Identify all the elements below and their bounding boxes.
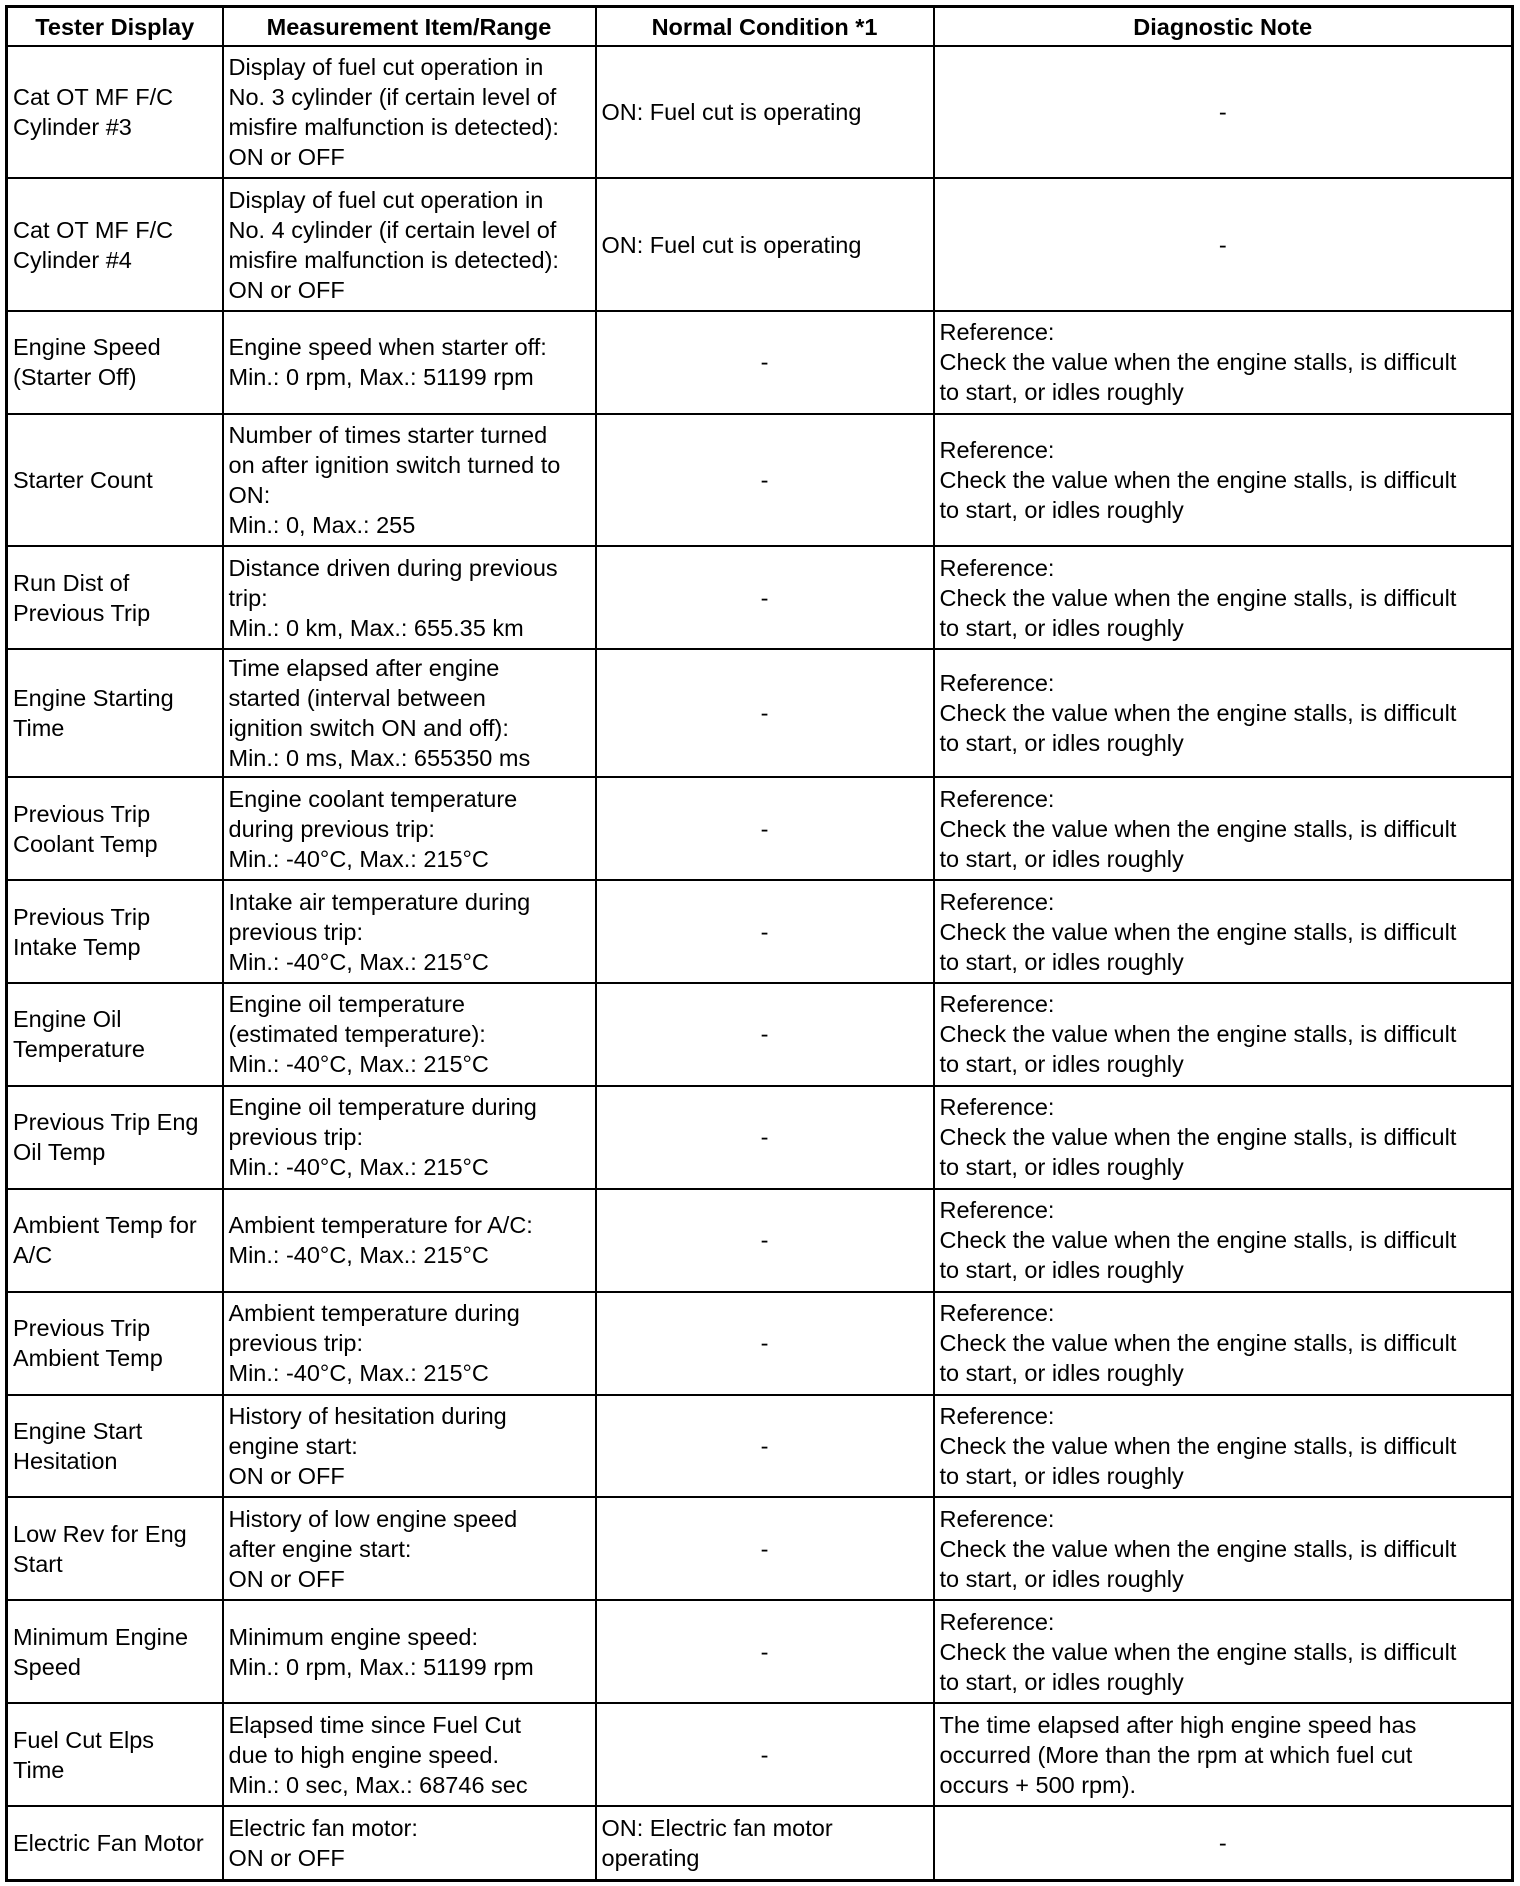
cell-tester-display: Ambient Temp for A/C: [7, 1189, 223, 1292]
cell-measurement-item: Intake air temperature during previous trip: Min.: -40°C, Max.: 215°C: [223, 880, 596, 983]
table-row: [7, 311, 1513, 414]
cell-measurement-item: Elapsed time since Fuel Cut due to high engine speed. Min.: 0 sec, Max.: 68746 sec: [223, 1703, 596, 1806]
cell-tester-display: Engine Oil Temperature: [7, 983, 223, 1086]
cell-normal-condition: -: [596, 311, 934, 414]
cell-measurement-item: Electric fan motor: ON or OFF: [223, 1806, 596, 1880]
table-row: [7, 983, 1513, 1086]
table-row: [7, 414, 1513, 546]
header-normal-condition: Normal Condition *1: [596, 7, 934, 47]
cell-tester-display: Fuel Cut Elps Time: [7, 1703, 223, 1806]
table-row: [7, 649, 1513, 777]
cell-measurement-item: History of low engine speed after engine start: ON or OFF: [223, 1497, 596, 1600]
cell-diagnostic-note: Reference: Check the value when the engine stalls, is difficult to start, or idles roughly: [934, 1395, 1513, 1498]
cell-normal-condition: -: [596, 880, 934, 983]
cell-tester-display: Previous Trip Coolant Temp: [7, 777, 223, 880]
table-row: [7, 546, 1513, 649]
table-row: [7, 1292, 1513, 1395]
cell-diagnostic-note: -: [934, 178, 1513, 310]
table-row: [7, 1189, 1513, 1292]
cell-measurement-item: Display of fuel cut operation in No. 3 cylinder (if certain level of misfire malfunction is detected): ON or OFF: [223, 46, 596, 178]
cell-tester-display: Cat OT MF F/C Cylinder #4: [7, 178, 223, 310]
cell-normal-condition: -: [596, 1600, 934, 1703]
cell-diagnostic-note: -: [934, 1806, 1513, 1880]
table-row: [7, 1600, 1513, 1703]
cell-tester-display: Starter Count: [7, 414, 223, 546]
cell-normal-condition: -: [596, 1189, 934, 1292]
cell-measurement-item: Time elapsed after engine started (interval between ignition switch ON and off): Min.: 0 ms, Max.: 655350 ms: [223, 649, 596, 777]
cell-diagnostic-note: Reference: Check the value when the engine stalls, is difficult to start, or idles roughly: [934, 1600, 1513, 1703]
data-list-table: [5, 5, 1514, 1882]
cell-tester-display: Previous Trip Intake Temp: [7, 880, 223, 983]
table-row: [7, 46, 1513, 178]
cell-normal-condition: ON: Electric fan motor operating: [596, 1806, 934, 1880]
cell-tester-display: Engine Start Hesitation: [7, 1395, 223, 1498]
table-row: [7, 1395, 1513, 1498]
cell-diagnostic-note: Reference: Check the value when the engine stalls, is difficult to start, or idles roughly: [934, 1292, 1513, 1395]
cell-measurement-item: Ambient temperature during previous trip: Min.: -40°C, Max.: 215°C: [223, 1292, 596, 1395]
cell-measurement-item: Distance driven during previous trip: Min.: 0 km, Max.: 655.35 km: [223, 546, 596, 649]
document-page: [5, 5, 1511, 1882]
cell-normal-condition: -: [596, 649, 934, 777]
cell-diagnostic-note: Reference: Check the value when the engine stalls, is difficult to start, or idles roughly: [934, 1497, 1513, 1600]
cell-measurement-item: Display of fuel cut operation in No. 4 cylinder (if certain level of misfire malfunction is detected): ON or OFF: [223, 178, 596, 310]
cell-measurement-item: Minimum engine speed: Min.: 0 rpm, Max.: 51199 rpm: [223, 1600, 596, 1703]
cell-diagnostic-note: Reference: Check the value when the engine stalls, is difficult to start, or idles roughly: [934, 777, 1513, 880]
table-row: [7, 1497, 1513, 1600]
header-measurement-item: Measurement Item/Range: [223, 7, 596, 47]
table-row: [7, 1086, 1513, 1189]
table-header-row: [7, 7, 1513, 47]
cell-normal-condition: -: [596, 1497, 934, 1600]
cell-diagnostic-note: Reference: Check the value when the engine stalls, is difficult to start, or idles roughly: [934, 311, 1513, 414]
cell-normal-condition: -: [596, 777, 934, 880]
cell-diagnostic-note: Reference: Check the value when the engine stalls, is difficult to start, or idles roughly: [934, 983, 1513, 1086]
cell-normal-condition: -: [596, 414, 934, 546]
cell-diagnostic-note: Reference: Check the value when the engine stalls, is difficult to start, or idles roughly: [934, 1189, 1513, 1292]
cell-diagnostic-note: Reference: Check the value when the engine stalls, is difficult to start, or idles roughly: [934, 414, 1513, 546]
cell-normal-condition: -: [596, 1395, 934, 1498]
cell-diagnostic-note: Reference: Check the value when the engine stalls, is difficult to start, or idles roughly: [934, 649, 1513, 777]
cell-normal-condition: -: [596, 983, 934, 1086]
table-row: [7, 1703, 1513, 1806]
cell-diagnostic-note: Reference: Check the value when the engine stalls, is difficult to start, or idles roughly: [934, 880, 1513, 983]
cell-normal-condition: -: [596, 1292, 934, 1395]
cell-normal-condition: -: [596, 1086, 934, 1189]
table-row: [7, 178, 1513, 310]
cell-diagnostic-note: Reference: Check the value when the engine stalls, is difficult to start, or idles roughly: [934, 546, 1513, 649]
cell-diagnostic-note: -: [934, 46, 1513, 178]
header-diagnostic-note: Diagnostic Note: [934, 7, 1513, 47]
cell-tester-display: Electric Fan Motor: [7, 1806, 223, 1880]
cell-measurement-item: Engine oil temperature during previous trip: Min.: -40°C, Max.: 215°C: [223, 1086, 596, 1189]
cell-tester-display: Engine Starting Time: [7, 649, 223, 777]
cell-normal-condition: ON: Fuel cut is operating: [596, 178, 934, 310]
table-row: [7, 1806, 1513, 1880]
header-tester-display: Tester Display: [7, 7, 223, 47]
cell-measurement-item: Ambient temperature for A/C: Min.: -40°C, Max.: 215°C: [223, 1189, 596, 1292]
cell-measurement-item: History of hesitation during engine start: ON or OFF: [223, 1395, 596, 1498]
cell-tester-display: Cat OT MF F/C Cylinder #3: [7, 46, 223, 178]
cell-measurement-item: Engine speed when starter off: Min.: 0 rpm, Max.: 51199 rpm: [223, 311, 596, 414]
table-row: [7, 880, 1513, 983]
cell-tester-display: Previous Trip Eng Oil Temp: [7, 1086, 223, 1189]
cell-diagnostic-note: The time elapsed after high engine speed has occurred (More than the rpm at which fuel cut occurs + 500 rpm).: [934, 1703, 1513, 1806]
cell-normal-condition: -: [596, 1703, 934, 1806]
cell-normal-condition: -: [596, 546, 934, 649]
cell-tester-display: Run Dist of Previous Trip: [7, 546, 223, 649]
cell-tester-display: Previous Trip Ambient Temp: [7, 1292, 223, 1395]
cell-tester-display: Engine Speed (Starter Off): [7, 311, 223, 414]
cell-tester-display: Low Rev for Eng Start: [7, 1497, 223, 1600]
cell-measurement-item: Number of times starter turned on after ignition switch turned to ON: Min.: 0, Max.: 255: [223, 414, 596, 546]
table-row: [7, 777, 1513, 880]
cell-measurement-item: Engine coolant temperature during previous trip: Min.: -40°C, Max.: 215°C: [223, 777, 596, 880]
cell-normal-condition: ON: Fuel cut is operating: [596, 46, 934, 178]
cell-tester-display: Minimum Engine Speed: [7, 1600, 223, 1703]
cell-diagnostic-note: Reference: Check the value when the engine stalls, is difficult to start, or idles roughly: [934, 1086, 1513, 1189]
cell-measurement-item: Engine oil temperature (estimated temperature): Min.: -40°C, Max.: 215°C: [223, 983, 596, 1086]
